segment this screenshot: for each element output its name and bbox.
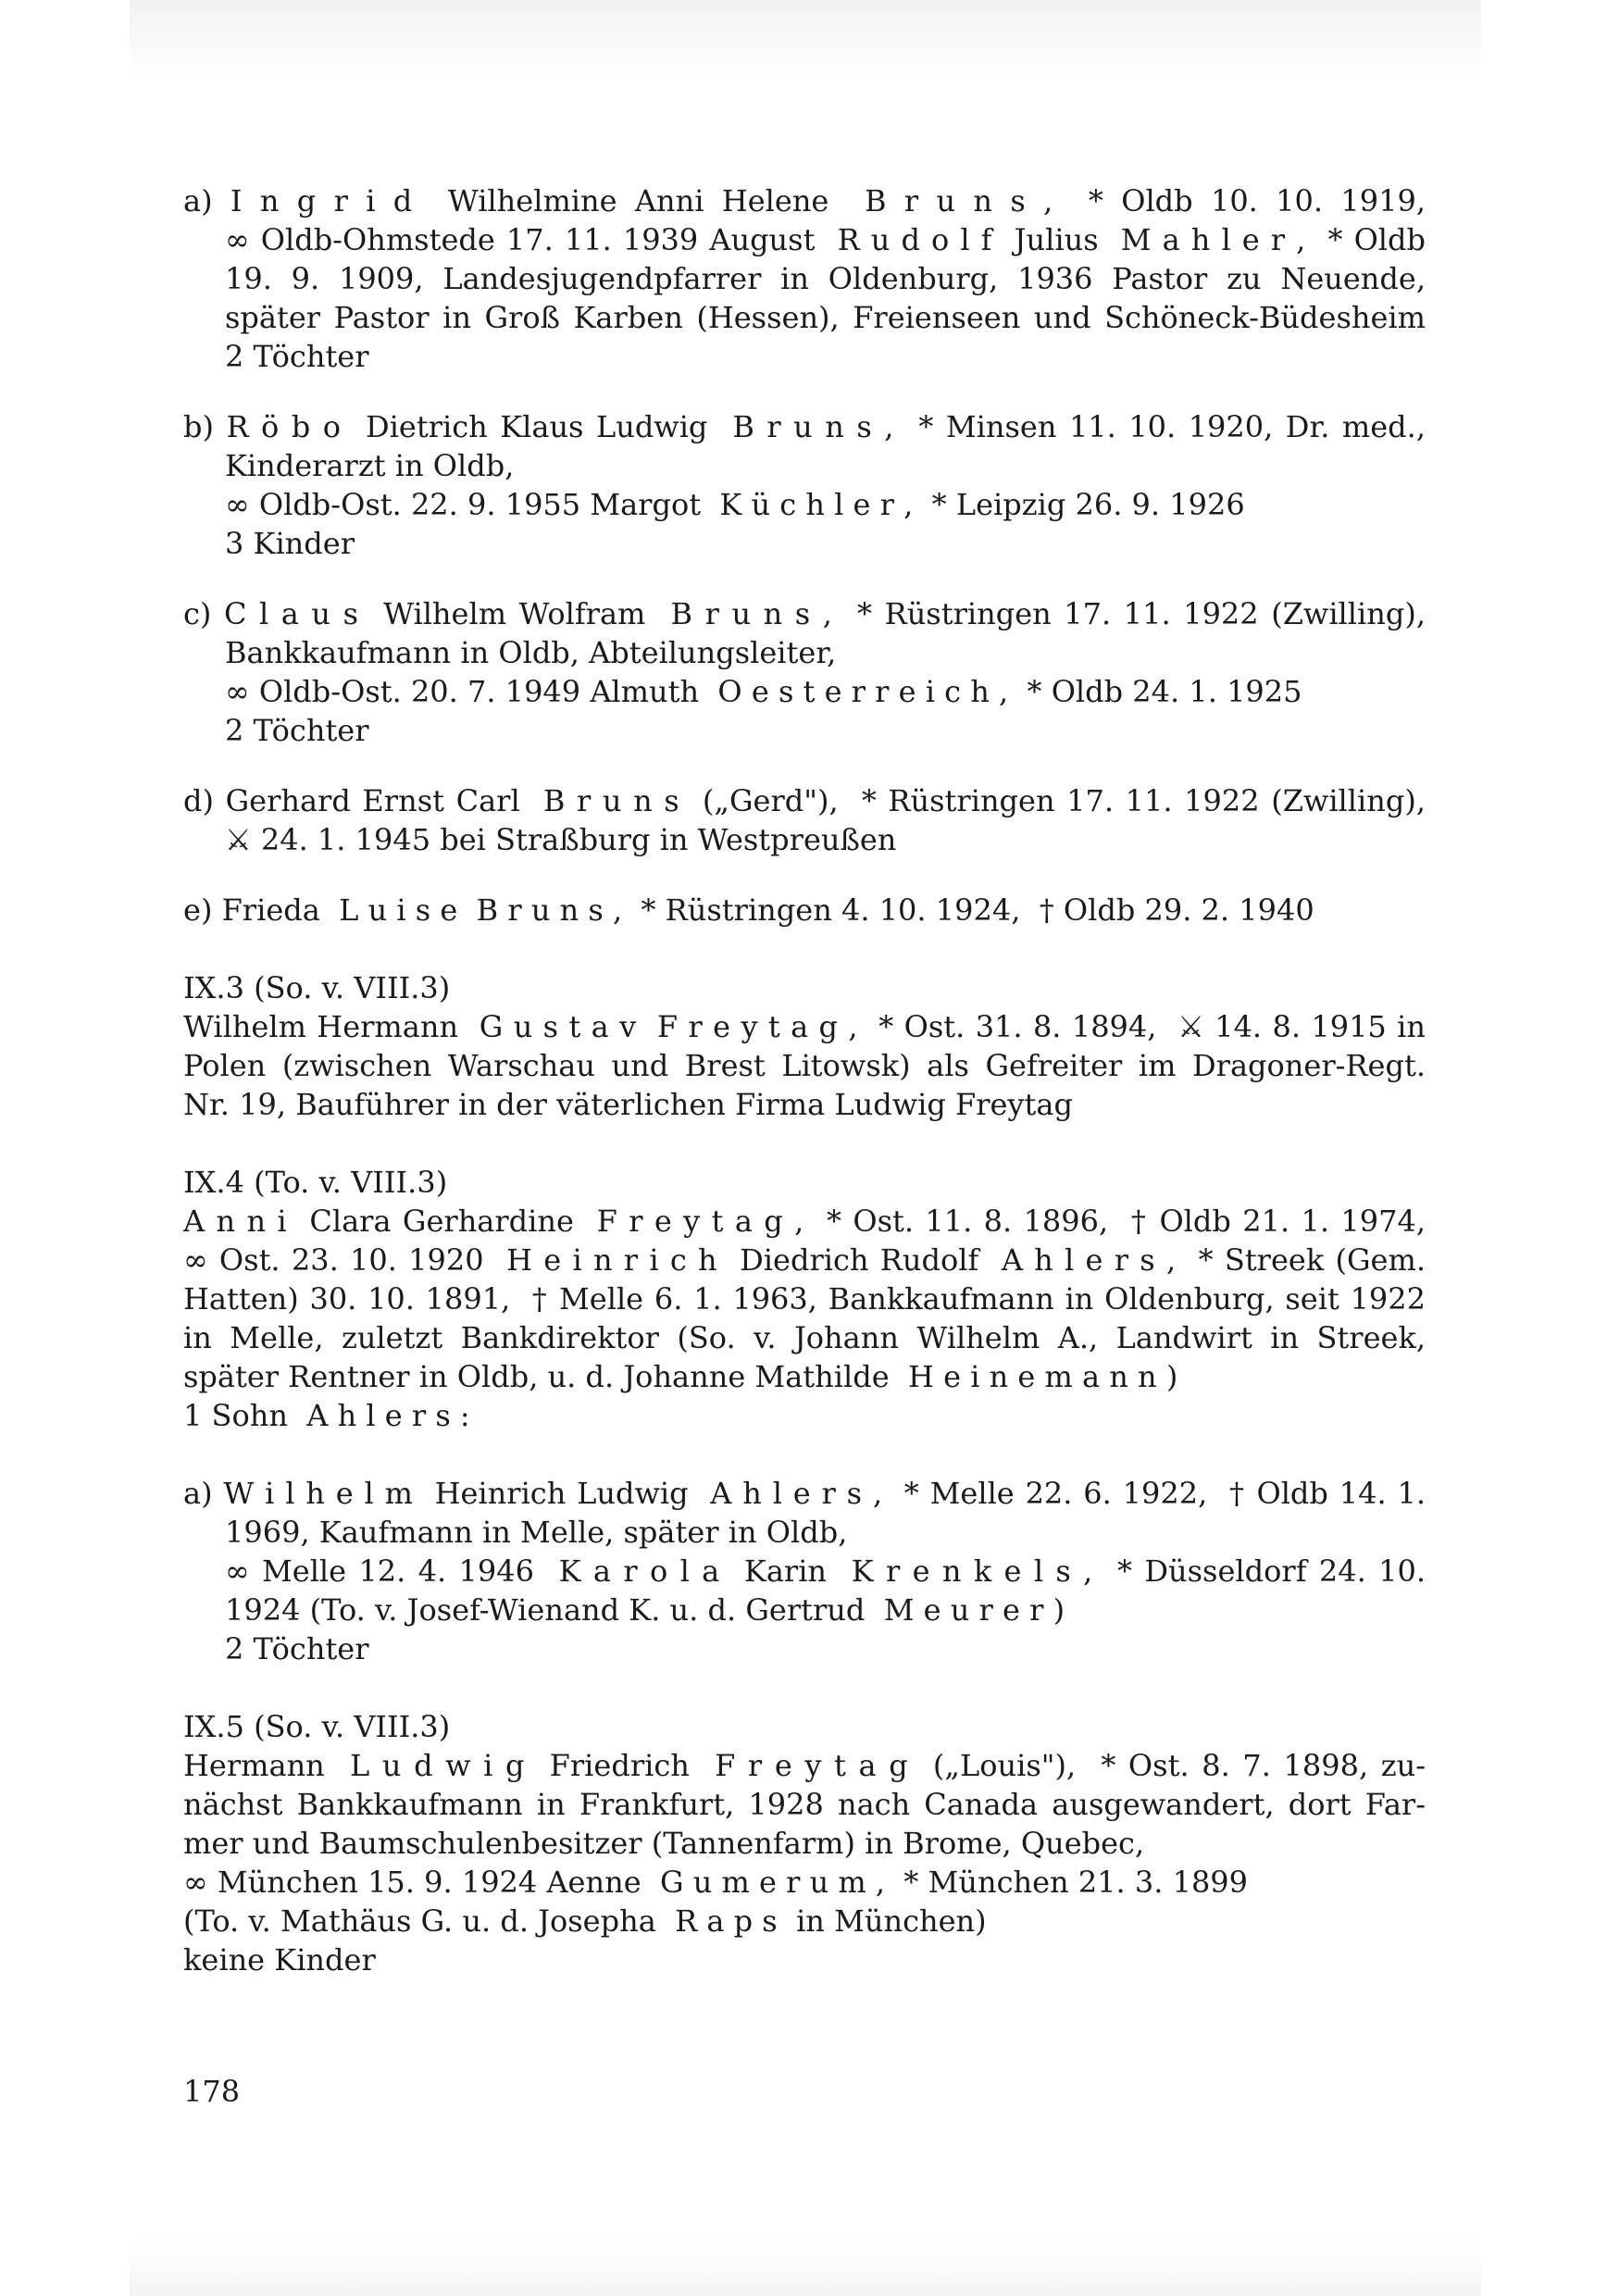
text-line: ∞ Oldb-Ost. 20. 7. 1949 Almuth O e s t e r r e i c h , * Oldb 24. 1. 1925 xyxy=(225,674,1302,709)
text-line: ∞ München 15. 9. 1924 Aenne G u m e r u m , * München 21. 3. 1899 xyxy=(183,1865,1249,1900)
entry-a-ingrid xyxy=(183,181,1426,376)
text-line: Hatten) 30. 10. 1891, † Melle 6. 1. 1963, Bankkaufmann in Oldenburg, seit 1922 xyxy=(183,1281,1426,1316)
scan-shadow-top xyxy=(130,0,1481,74)
text-line: ∞ Melle 12. 4. 1946 K a r o l a Karin K r e n k e l s , * Düsseldorf 24. 10. xyxy=(225,1554,1426,1589)
text-line: nächst Bankkaufmann in Frankfurt, 1928 nach Canada ausgewandert, dort Far- xyxy=(183,1787,1426,1822)
entry-e-frieda xyxy=(183,891,1426,930)
text-line: mer und Baumschulenbesitzer (Tannenfarm) in Brome, Quebec, xyxy=(183,1826,1145,1861)
entry-d-gerhard xyxy=(183,781,1426,859)
text-line: 2 Töchter xyxy=(225,713,369,748)
text-line: ∞ Oldb-Ost. 22. 9. 1955 Margot K ü c h l e r , * Leipzig 26. 9. 1926 xyxy=(225,487,1245,522)
entry-a-wilhelm xyxy=(183,1474,1426,1668)
text-line: (To. v. Mathäus G. u. d. Josepha R a p s in München) xyxy=(183,1903,987,1939)
text-line: 1969, Kaufmann in Melle, später in Oldb, xyxy=(225,1515,848,1550)
text-line: 3 Kinder xyxy=(225,526,355,561)
page-number: 178 xyxy=(183,2074,241,2109)
text-line: 2 Töchter xyxy=(225,1631,369,1666)
text-line: Polen (zwischen Warschau und Brest Litowsk) als Gefreiter im Dragoner-Regt. xyxy=(183,1048,1426,1083)
text-line: 1924 (To. v. Josef-Wienand K. u. d. Gertrud M e u r e r ) xyxy=(225,1592,1065,1628)
text-line: Bankkaufmann in Oldb, Abteilungsleiter, xyxy=(225,635,837,670)
text-line: Wilhelm Hermann G u s t a v F r e y t a g , * Ost. 31. 8. 1894, ⚔ 14. 8. 1915 in xyxy=(183,1009,1426,1044)
text-line: d) Gerhard Ernst Carl B r u n s („Gerd"), * Rüstringen 17. 11. 1922 (Zwilling), xyxy=(183,783,1426,818)
text-line: 1 Sohn A h l e r s : xyxy=(183,1398,470,1433)
section-heading: IX.3 (So. v. VIII.3) xyxy=(183,970,451,1005)
text-line: in Melle, zuletzt Bankdirektor (So. v. Johann Wilhelm A., Landwirt in Streek, xyxy=(183,1320,1426,1355)
text-line: keine Kinder xyxy=(183,1942,376,1978)
text-line: Kinderarzt in Oldb, xyxy=(225,448,515,483)
text-line: Nr. 19, Bauführer in der väterlichen Firma Ludwig Freytag xyxy=(183,1087,1073,1122)
text-line: später Pastor in Groß Karben (Hessen), Freienseen und Schöneck-Büdesheim xyxy=(225,300,1426,335)
text-line: ∞ Oldb-Ohmstede 17. 11. 1939 August R u d o l f Julius M a h l e r , * Oldb xyxy=(225,222,1426,257)
text-line: 2 Töchter xyxy=(225,339,369,374)
section-heading: IX.4 (To. v. VIII.3) xyxy=(183,1165,448,1200)
scan-shadow-bottom xyxy=(130,2240,1481,2296)
text-line: a) I n g r i d Wilhelmine Anni Helene B r u n s , * Oldb 10. 10. 1919, xyxy=(183,183,1426,218)
section-ix3 xyxy=(183,968,1426,1124)
text-line: ∞ Ost. 23. 10. 1920 H e i n r i c h Diedrich Rudolf A h l e r s , * Streek (Gem. xyxy=(183,1242,1426,1278)
section-ix5 xyxy=(183,1707,1426,1979)
document-body xyxy=(183,181,1426,1979)
entry-b-roebo xyxy=(183,407,1426,563)
text-line: a) W i l h e l m Heinrich Ludwig A h l e r s , * Melle 22. 6. 1922, † Oldb 14. 1. xyxy=(183,1476,1426,1511)
text-line: e) Frieda L u i s e B r u n s , * Rüstringen 4. 10. 1924, † Oldb 29. 2. 1940 xyxy=(183,892,1314,928)
text-line: b) R ö b o Dietrich Klaus Ludwig B r u n s , * Minsen 11. 10. 1920, Dr. med., xyxy=(183,409,1426,444)
text-line: ⚔ 24. 1. 1945 bei Straßburg in Westpreußen xyxy=(225,822,897,857)
section-heading: IX.5 (So. v. VIII.3) xyxy=(183,1709,451,1744)
section-ix4 xyxy=(183,1163,1426,1435)
text-line: A n n i Clara Gerhardine F r e y t a g , * Ost. 11. 8. 1896, † Oldb 21. 1. 1974, xyxy=(183,1204,1426,1239)
text-line: Hermann L u d w i g Friedrich F r e y t a g („Louis"), * Ost. 8. 7. 1898, zu- xyxy=(183,1748,1426,1783)
entry-c-claus xyxy=(183,594,1426,750)
text-line: c) C l a u s Wilhelm Wolfram B r u n s , * Rüstringen 17. 11. 1922 (Zwilling), xyxy=(183,596,1426,631)
text-line: später Rentner in Oldb, u. d. Johanne Mathilde H e i n e m a n n ) xyxy=(183,1359,1178,1394)
text-line: 19. 9. 1909, Landesjugendpfarrer in Oldenburg, 1936 Pastor zu Neuende, xyxy=(225,261,1426,296)
